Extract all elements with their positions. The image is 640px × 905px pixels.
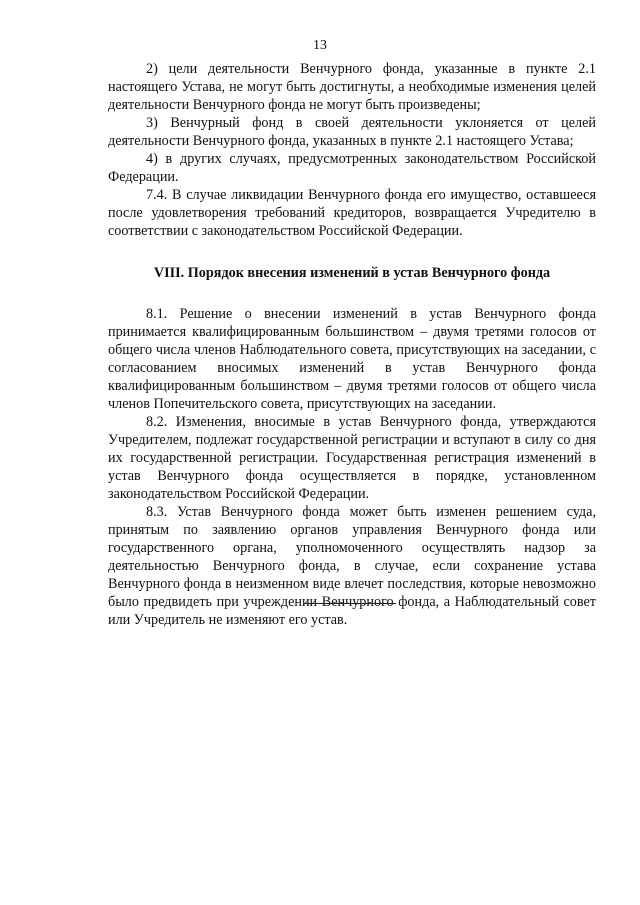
paragraph-8-3: 8.3. Устав Венчурного фонда может быть изменен решением суда, принятым по заявлению органов управления Венчурного фонда или государственного органа, уполномоченного осуществлять надзор за деятельностью Венчурного фонда, в случае, если сохранение устава Венчурного фонда в неизменном виде влечет последствия, которые невозможно было предвидеть при учреждении Венчурного фонда, а Наблюдательный совет или Учредитель не изменяют его устав.	[108, 504, 596, 628]
document-body	[108, 60, 596, 629]
end-divider-line	[304, 603, 396, 604]
paragraph-8-2: 8.2. Изменения, вносимые в устав Венчурного фонда, утверждаются Учредителем, подлежат государственной регистрации и вступают в силу со дня их государственной регистрации. Государственная регистрация изменений в устав Венчурного фонда осуществляется в порядке, установленном законодательством Российской Федерации.	[108, 414, 596, 502]
paragraph-2-goals: 2) цели деятельности Венчурного фонда, указанные в пункте 2.1 настоящего Устава, не могут быть достигнуты, а необходимые изменения целей деятельности Венчурного фонда не могут быть произведены;	[108, 61, 596, 113]
page-number: 13	[313, 38, 327, 53]
paragraph-4-other-cases: 4) в других случаях, предусмотренных законодательством Российской Федерации.	[108, 151, 596, 185]
paragraph-7-4-liquidation: 7.4. В случае ликвидации Венчурного фонда его имущество, оставшееся после удовлетворения требований кредиторов, возвращается Учредителю в соответствии с законодательством Российской Федерации.	[108, 187, 596, 239]
section-heading-viii: VIII. Порядок внесения изменений в устав Венчурного фонда	[153, 265, 551, 281]
paragraph-3-deviation: 3) Венчурный фонд в своей деятельности уклоняется от целей деятельности Венчурного фонда, указанных в пункте 2.1 настоящего Устава;	[108, 115, 596, 149]
paragraph-8-1: 8.1. Решение о внесении изменений в устав Венчурного фонда принимается квалифицированным большинством – двумя третями голосов от общего числа членов Наблюдательного совета, присутствующих на заседании, с согласованием вносимых изменений в устав Венчурного фонда квалифицированным большинством – двумя третями голосов от общего числа членов Попечительского совета, присутствующих на заседании.	[108, 306, 596, 412]
